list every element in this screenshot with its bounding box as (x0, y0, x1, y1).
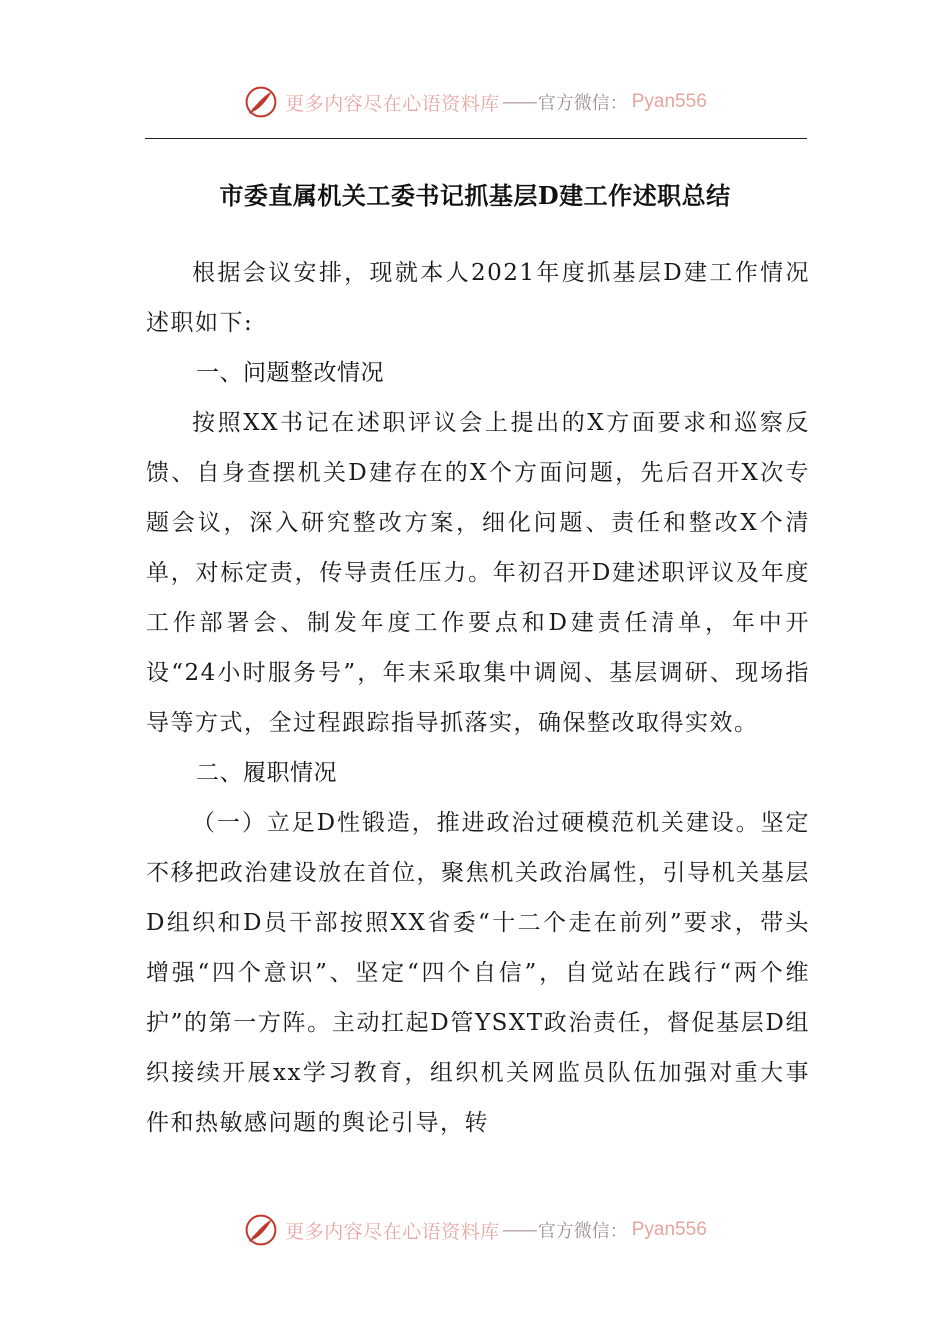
banner-wechat-id: Pyan556 (631, 91, 707, 112)
banner-slogan: 更多内容尽在心语资料库 (285, 92, 500, 115)
intro-paragraph: 根据会议安排，现就本人2021年度抓基层D建工作情况述职如下: (146, 260, 810, 336)
quill-pen-logo-icon (243, 84, 279, 120)
banner-slogan: 更多内容尽在心语资料库 (285, 1220, 500, 1243)
footer-banner (0, 1208, 950, 1252)
header-banner (0, 80, 950, 124)
document-title: 市委直属机关工委书记抓基层D建工作述职总结 (219, 181, 731, 210)
banner-dash: —— (501, 91, 536, 113)
section-2-heading: 二、履职情况 (196, 760, 337, 786)
section-2-paragraph: （一）立足D性锻造，推进政治过硬模范机关建设。坚定不移把政治建设放在首位，聚焦机关政治属性，引导机关基层D组织和D员干部按照XX省委“十二个走在前列”要求，带头增强“四个意识”、坚定“四个自信”，自觉站在践行“两个维护”的第一方阵。主动扛起D管YSXT政治责任，督促基层D组织接续开展xx学习教育，组织机关网监员队伍加强对重大事件和热敏感问题的舆论引导，转 (146, 810, 810, 1136)
quill-pen-logo-icon (243, 1212, 279, 1248)
banner-wechat-id: Pyan556 (631, 1219, 707, 1240)
banner-official-label: 官方微信： (537, 93, 628, 114)
header-divider (145, 138, 807, 139)
banner-official-label: 官方微信： (537, 1221, 628, 1242)
section-1-paragraph: 按照XX书记在述职评议会上提出的X方面要求和巡察反馈、自身查摆机关D建存在的X个方面问题，先后召开X次专题会议，深入研究整改方案，细化问题、责任和整改X个清单，对标定责，传导责任压力。年初召开D建述职评议及年度工作部署会、制发年度工作要点和D建责任清单，年中开设“24小时服务号”，年末采取集中调阅、基层调研、现场指导等方式，全过程跟踪指导抓落实，确保整改取得实效。 (146, 410, 810, 736)
document-body (146, 248, 810, 1148)
section-1-heading: 一、问题整改情况 (196, 360, 384, 386)
banner-dash: —— (501, 1219, 536, 1241)
